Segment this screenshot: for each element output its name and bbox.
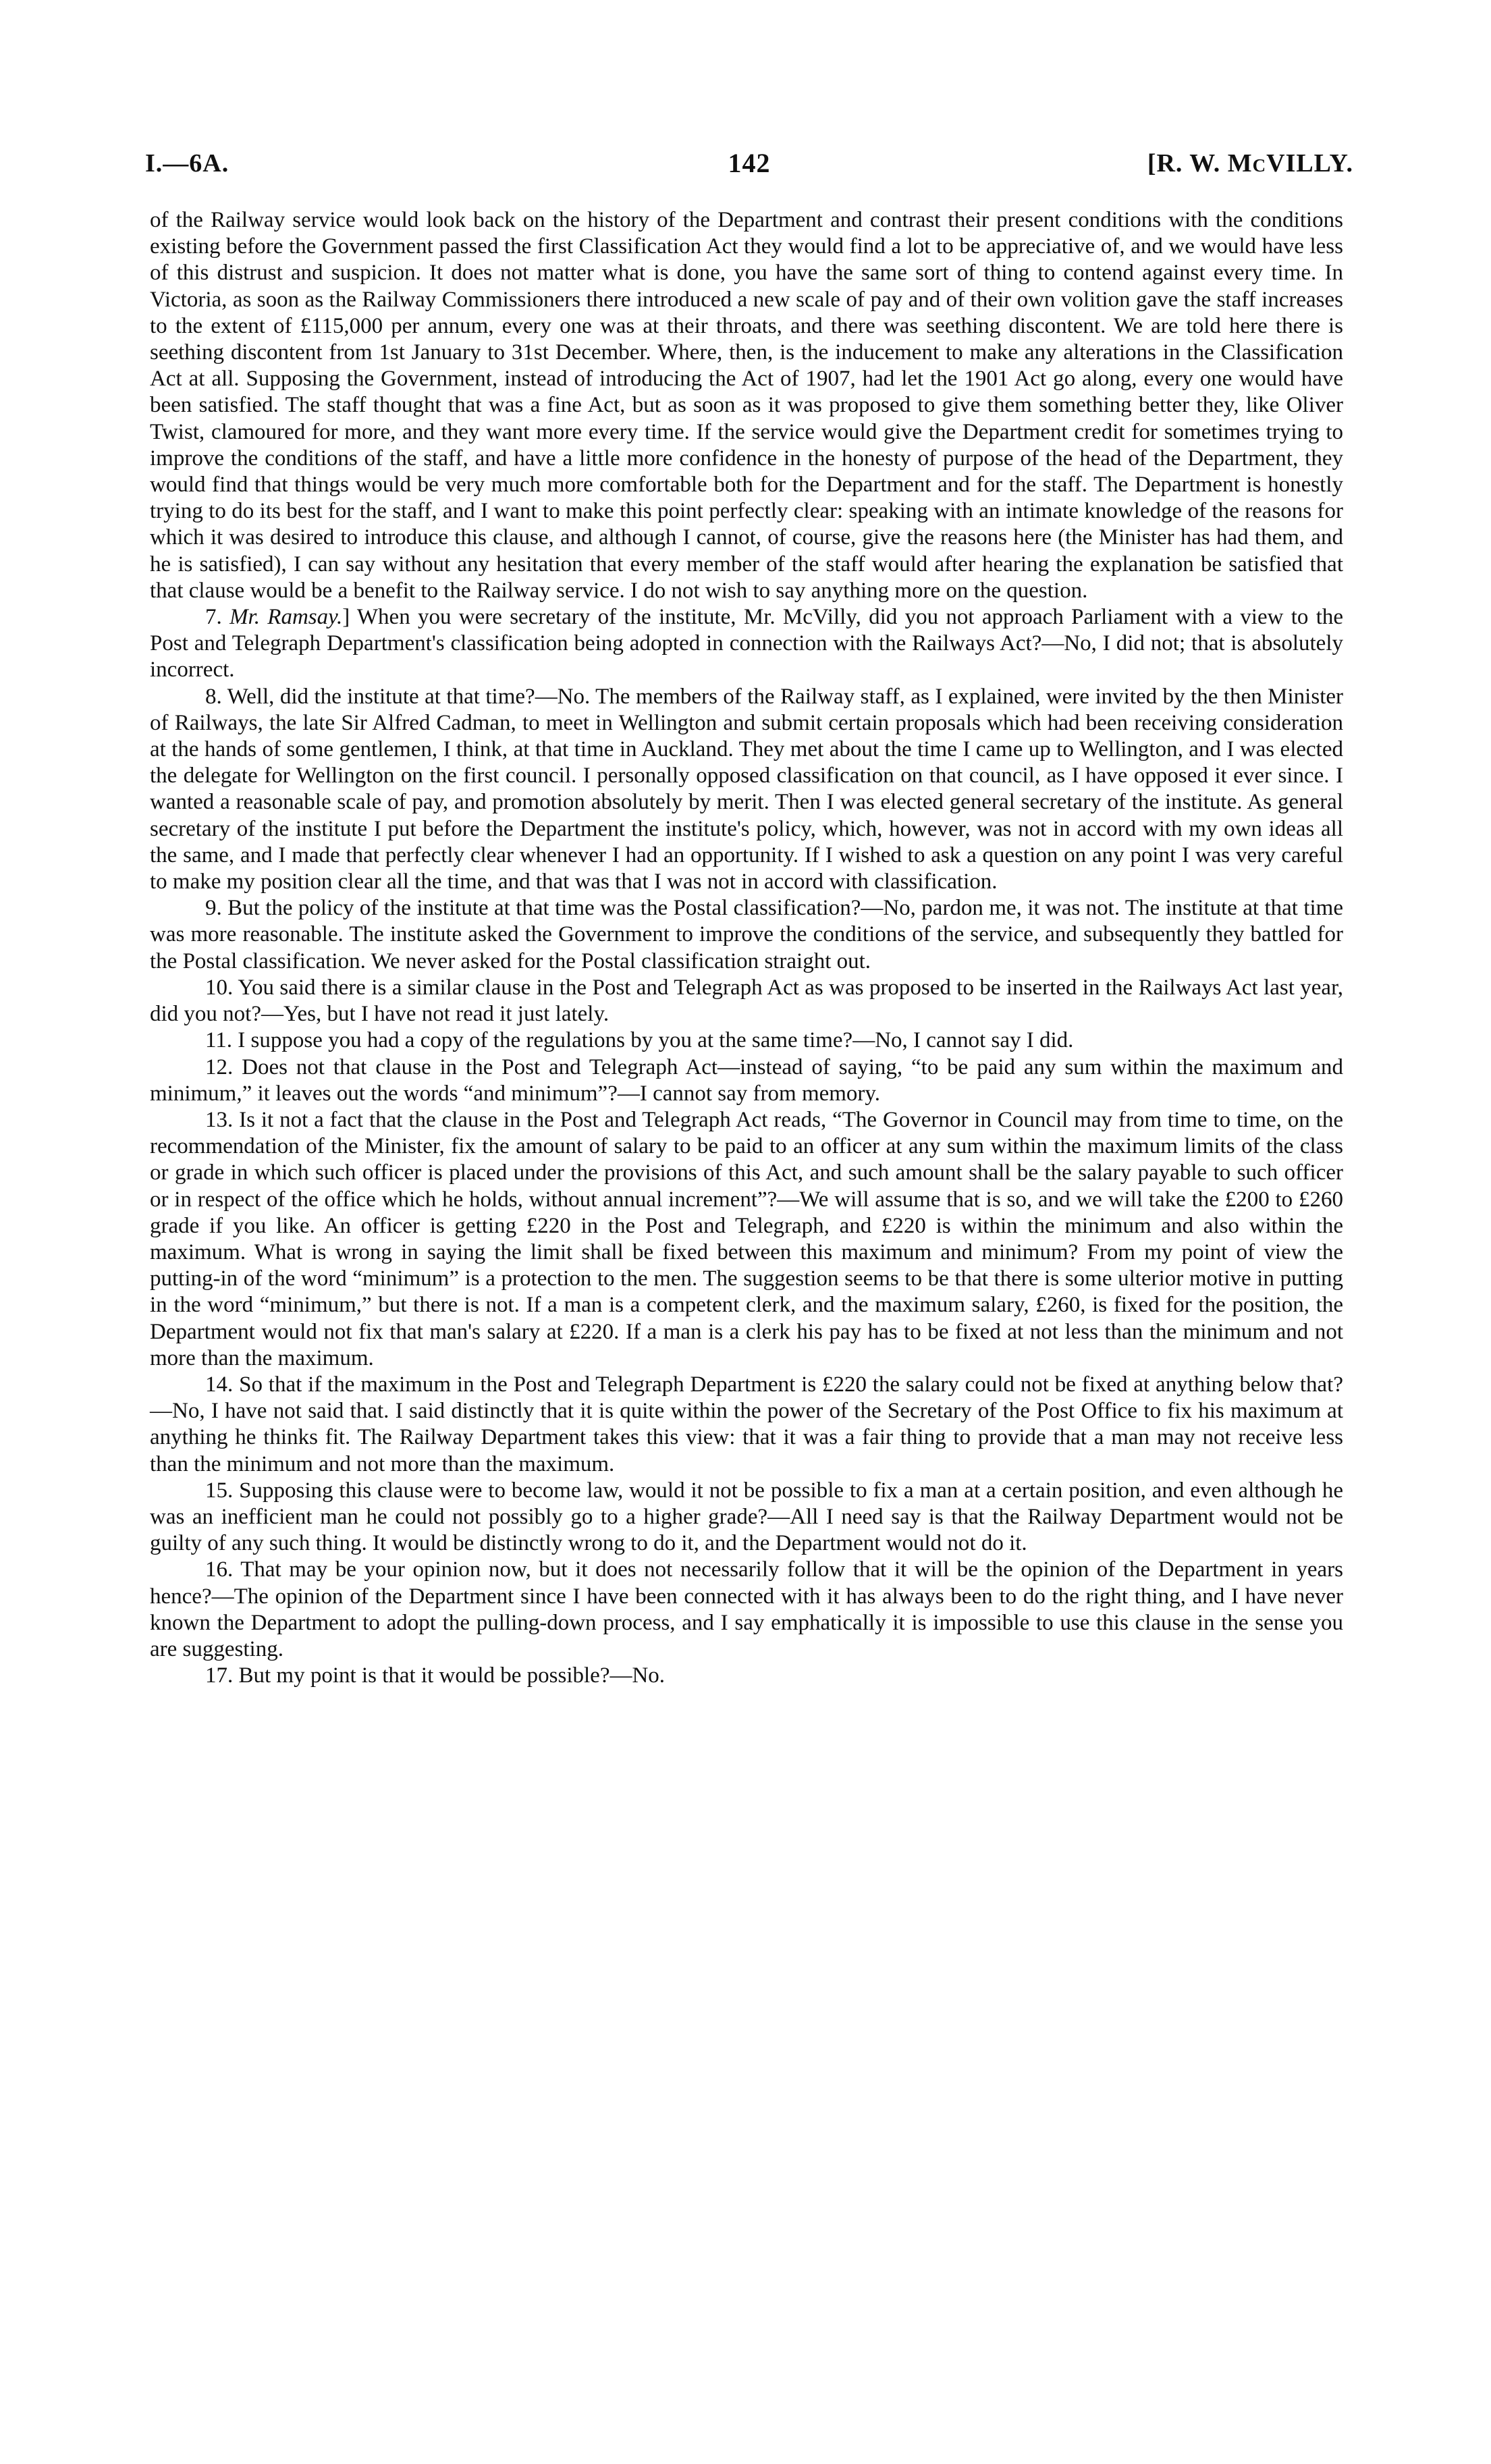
question-12: 12. Does not that clause in the Post and Telegraph Act—instead of saying, “to be paid any sum within the maximum and minimum,” it leaves out the words “and minimum”?—I cannot say from memory. bbox=[150, 1054, 1343, 1106]
question-8: 8. Well, did the institute at that time?—No. The members of the Railway staff, as I explained, were invited by the then Minister of Railways, the late Sir Alfred Cadman, to meet in Wellington and submit certain proposals which had been receiving consideration at the hands of some gentlemen, I think, at that time in Auckland. They met about the time I came up to Wellington, and I was elected the delegate for Wellington on the first council. I personally opposed classification on that council, as I have opposed it ever since. I wanted a reasonable scale of pay, and promotion absolutely by merit. Then I was elected general secretary of the institute. As general secretary of the institute I put before the Department the institute's policy, which, however, was not in accord with my own ideas all the same, and I made that perfectly clear whenever I had an opportunity. If I wished to ask a question on any point I was very careful to make my position clear all the time, and that was that I was not in accord with classification. bbox=[150, 684, 1343, 894]
question-11: 11. I suppose you had a copy of the regulations by you at the same time?—No, I cannot say I did. bbox=[205, 1028, 1074, 1053]
question-9: 9. But the policy of the institute at that time was the Postal classification?—No, pardon me, it was not. The institute at that time was more reasonable. The institute asked the Government to improve the conditions of the service, and subsequently they battled for the Postal classification. We never asked for the Postal classification straight out. bbox=[150, 896, 1343, 973]
witness-name: [R. W. McVILLY. bbox=[1147, 149, 1353, 178]
question-16: 16. That may be your opinion now, but it does not necessarily follow that it will be the opinion of the Department in years hence?—The opinion of the Department since I have been connected with it has always been to do the right thing, and I have never known the Department to adopt the pulling-down process, and I say emphatically it is impossible to use this clause in the sense you are suggesting. bbox=[150, 1557, 1343, 1661]
paragraph-continued: of the Railway service would look back on the history of the Department and contrast their present conditions with the conditions existing before the Government passed the first Classification Act they would find a lot to be appreciative of, and we would have less of this distrust and suspicion. It does not matter what is done, you have the same sort of thing to contend against every time. In Victoria, as soon as the Railway Commissioners there introduced a new scale of pay and of their own volition gave the staff increases to the extent of £115,000 per annum, every one was at their throats, and there was seething discontent. We are told here there is seething discontent from 1st January to 31st December. Where, then, is the inducement to make any alterations in the Classification Act at all. Supposing the Government, instead of introducing the Act of 1907, had let the 1901 Act go along, every one would have been satisfied. The staff thought that was a fine Act, but as soon as it was proposed to give them something better they, like Oliver Twist, clamoured for more, and they want more every time. If the service would give the Department credit for sometimes trying to improve the conditions of the staff, and have a little more confidence in the honesty of purpose of the head of the Department, they would find that things would be very much more comfortable both for the Department and for the staff. The Department is honestly trying to do its best for the staff, and I want to make this point perfectly clear: speaking with an intimate knowledge of the reasons for which it was desired to introduce this clause, and although I cannot, of course, give the reasons here (the Minister has had them, and he is satisfied), I can say without any hesitation that every member of the staff would after hearing the explanation be satisfied that that clause would be a benefit to the Railway service. I do not wish to say anything more on the question. bbox=[150, 208, 1343, 603]
question-13: 13. Is it not a fact that the clause in the Post and Telegraph Act reads, “The Governor in Council may from time to time, on the recommendation of the Minister, fix the amount of salary to be paid to an officer at any sum within the maximum limits of the class or grade in which such officer is placed under the provisions of this Act, and such amount shall be the salary payable to such officer or in respect of the office which he holds, without annual increment”?—We will assume that is so, and we will take the £200 to £260 grade if you like. An officer is getting £220 in the Post and Telegraph, and £220 is within the minimum and also within the maximum. What is wrong in saying the limit shall be fixed between this maximum and minimum? From my point of view the putting-in of the word “minimum” is a protection to the men. The suggestion seems to be that there is some ulterior motive in putting in the word “minimum,” but there is not. If a man is a competent clerk, and the maximum salary, £260, is fixed for the position, the Department would not fix that man's salary at £220. If a man is a clerk his pay has to be fixed at not less than the minimum and not more than the maximum. bbox=[150, 1107, 1343, 1370]
question-15: 15. Supposing this clause were to become law, would it not be possible to fix a man at a certain position, and even although he was an inefficient man he could not possibly go to a higher grade?—All I need say is that the Railway Department would not be guilty of any such thing. It would be distinctly wrong to do it, and the Department would not do it. bbox=[150, 1478, 1343, 1556]
question-number: 7. bbox=[205, 605, 230, 630]
question-7 bbox=[150, 604, 1343, 684]
page-number: 142 bbox=[728, 148, 771, 178]
speaker-name: Mr. Ramsay. bbox=[229, 605, 343, 630]
document-reference: I.—6A. bbox=[145, 149, 229, 178]
page-header bbox=[145, 143, 1353, 184]
document-body bbox=[150, 207, 1343, 1689]
question-14: 14. So that if the maximum in the Post and Telegraph Department is £220 the salary could not be fixed at anything below that?—No, I have not said that. I said distinctly that it is quite within the power of the Secretary of the Post Office to fix his maximum at anything he thinks fit. The Railway Department takes this view: that it was a fair thing to provide that a man may not receive less than the minimum and not more than the maximum. bbox=[150, 1372, 1343, 1476]
question-10: 10. You said there is a similar clause in the Post and Telegraph Act as was proposed to be inserted in the Railways Act last year, did you not?—Yes, but I have not read it just lately. bbox=[150, 975, 1343, 1027]
question-text: ] When you were secretary of the institute, Mr. McVilly, did you not approach Parliament with a view to the Post and Telegraph Department's classification being adopted in connection with the Railways Act?—No, I did not; that is absolutely incorrect. bbox=[150, 605, 1344, 682]
question-17: 17. But my point is that it would be possible?—No. bbox=[205, 1663, 666, 1688]
